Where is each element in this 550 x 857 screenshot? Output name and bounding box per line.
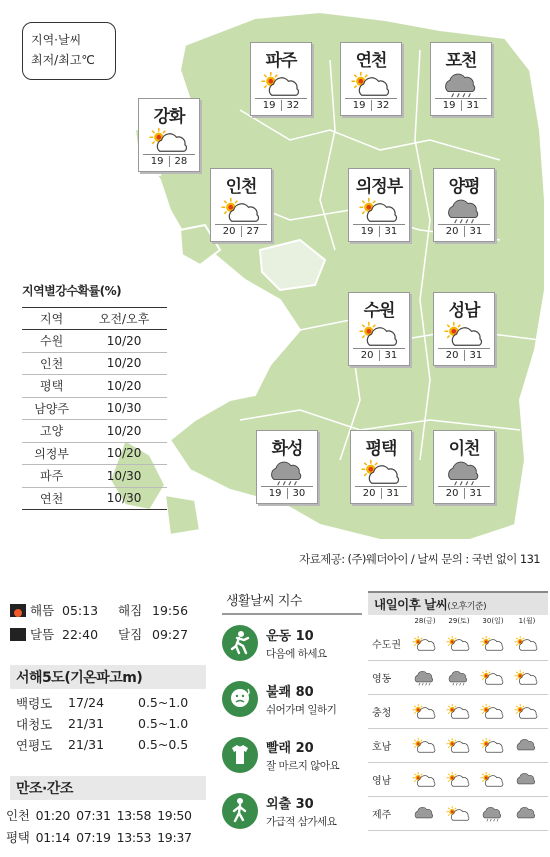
walking-icon bbox=[222, 793, 258, 829]
life-index-title: 생활날씨 지수 bbox=[222, 590, 362, 615]
life-index-desc: 다음에 하세요 bbox=[266, 648, 327, 660]
temp-high: 31 bbox=[469, 488, 483, 499]
city-card bbox=[210, 168, 272, 242]
city-name: 양평 bbox=[448, 177, 480, 197]
temp-low: 20 bbox=[360, 350, 374, 361]
temp-high: 31 bbox=[466, 100, 480, 111]
region-cell: 파주 bbox=[22, 465, 81, 488]
rain-cloud-icon bbox=[412, 669, 438, 687]
sun-cloud-icon bbox=[446, 771, 472, 789]
city-name: 강화 bbox=[153, 107, 185, 127]
city-temps bbox=[255, 98, 307, 111]
sunset-label: 해짐 bbox=[118, 603, 143, 618]
city-card bbox=[340, 42, 402, 116]
temp-low: 20 bbox=[445, 488, 459, 499]
city-weather bbox=[359, 459, 405, 487]
forecast-region: 영동 bbox=[372, 674, 392, 685]
city-temps bbox=[355, 486, 407, 499]
city-card bbox=[430, 42, 492, 116]
forecast-row bbox=[368, 661, 548, 695]
city-temps bbox=[345, 98, 397, 111]
temp-high: 31 bbox=[384, 350, 398, 361]
temp-low: 19 bbox=[150, 156, 164, 167]
city-temps bbox=[215, 224, 267, 237]
sun-cloud-icon bbox=[412, 703, 438, 721]
sun-cloud-icon bbox=[480, 635, 506, 653]
table-row bbox=[22, 465, 167, 488]
region-cell: 연천 bbox=[22, 487, 81, 510]
temp-low: 19 bbox=[262, 100, 276, 111]
island-temp: 17/24 bbox=[68, 695, 105, 710]
temp-high: 32 bbox=[286, 100, 300, 111]
cloud-icon bbox=[514, 737, 540, 755]
sun-cloud-icon bbox=[349, 71, 395, 99]
forecast-cell bbox=[408, 771, 442, 789]
sun-cloud-icon bbox=[446, 737, 472, 755]
forecast-date: 29(토) bbox=[448, 617, 470, 625]
sun-cloud-icon bbox=[359, 459, 405, 487]
life-index-name: 빨래 20 bbox=[266, 741, 314, 756]
life-weather-index bbox=[222, 590, 362, 839]
temp-high: 27 bbox=[246, 226, 260, 237]
tide-time: 07:31 bbox=[76, 807, 111, 823]
city-temps bbox=[143, 154, 195, 167]
sun-row bbox=[10, 598, 210, 622]
sun-cloud-icon bbox=[514, 669, 540, 687]
sun-cloud-icon bbox=[480, 703, 506, 721]
legend-line-region: 지역·날씨 bbox=[31, 33, 82, 47]
temp-low: 20 bbox=[445, 226, 459, 237]
city-name: 의정부 bbox=[355, 177, 403, 197]
tide-time: 13:58 bbox=[116, 807, 152, 823]
table-row bbox=[22, 442, 167, 465]
sun-cloud-icon bbox=[442, 321, 488, 349]
shirt-icon bbox=[222, 737, 258, 773]
region-cell: 의정부 bbox=[22, 442, 81, 465]
temp-high: 31 bbox=[386, 488, 400, 499]
forecast-cell bbox=[442, 703, 476, 721]
cloud-icon bbox=[412, 805, 438, 823]
forecast-cell bbox=[442, 805, 476, 823]
city-card bbox=[138, 98, 200, 172]
region-cell: 수원 bbox=[22, 330, 81, 353]
cloud-icon bbox=[514, 805, 540, 823]
west-sea-title: 서해5도(기온파고m) bbox=[10, 665, 206, 689]
moon-row bbox=[10, 622, 210, 646]
tide-time: 13:53 bbox=[116, 829, 152, 845]
city-weather bbox=[357, 197, 403, 225]
life-index-desc: 잘 마르지 않아요 bbox=[266, 760, 340, 772]
forecast-region: 호남 bbox=[372, 742, 392, 753]
sun-cloud-icon bbox=[446, 703, 472, 721]
sun-cloud-icon bbox=[259, 71, 305, 99]
temp-low: 20 bbox=[445, 350, 459, 361]
temp-high: 30 bbox=[292, 488, 306, 499]
table-row bbox=[22, 330, 167, 353]
city-weather bbox=[442, 321, 488, 349]
face-icon bbox=[222, 681, 258, 717]
sun-cloud-icon bbox=[446, 805, 472, 823]
life-index-name: 운동 10 bbox=[266, 629, 314, 644]
forecast-row bbox=[368, 729, 548, 763]
city-name: 수원 bbox=[363, 301, 395, 321]
value-cell: 10/30 bbox=[81, 397, 167, 420]
forecast-title-text: 내일이후 날씨 bbox=[374, 597, 448, 612]
map-legend bbox=[22, 22, 116, 80]
island-name: 백령도 bbox=[16, 695, 53, 711]
forecast-dates bbox=[368, 615, 548, 627]
moonrise-label: 달뜸 bbox=[30, 627, 55, 642]
forecast-cell bbox=[408, 737, 442, 755]
col-header-value: 오전/오후 bbox=[81, 308, 167, 330]
value-cell: 10/20 bbox=[81, 420, 167, 443]
forecast-cell bbox=[408, 703, 442, 721]
west-sea-islands bbox=[10, 665, 206, 755]
sun-cloud-icon bbox=[514, 635, 540, 653]
life-index-desc: 쉬어가며 일하기 bbox=[266, 704, 337, 716]
island-wave: 0.5~0.5 bbox=[138, 737, 189, 752]
forecast-cell bbox=[442, 737, 476, 755]
city-card bbox=[348, 168, 410, 242]
tide-time: 19:37 bbox=[157, 829, 192, 845]
tide-time: 01:14 bbox=[35, 829, 71, 845]
value-cell: 10/30 bbox=[81, 465, 167, 488]
forecast-subtitle: (오후기준) bbox=[447, 602, 487, 612]
sun-cloud-icon bbox=[412, 635, 438, 653]
temp-low: 20 bbox=[222, 226, 236, 237]
city-weather bbox=[442, 197, 488, 225]
moonset-time: 09:27 bbox=[152, 626, 189, 642]
forecast-cell bbox=[442, 669, 476, 687]
sun-cloud-icon bbox=[412, 737, 438, 755]
forecast-cell bbox=[408, 669, 442, 687]
sun-cloud-icon bbox=[357, 197, 403, 225]
forecast-region: 제주 bbox=[372, 810, 392, 821]
sunset-time: 19:56 bbox=[152, 602, 189, 618]
city-weather bbox=[357, 321, 403, 349]
forecast-region: 영남 bbox=[372, 776, 392, 787]
island-row bbox=[10, 692, 206, 713]
rain-table-title: 지역별강수확률(%) bbox=[22, 284, 122, 298]
sun-cloud-icon bbox=[147, 127, 193, 155]
temp-high: 31 bbox=[469, 350, 483, 361]
temp-low: 19 bbox=[442, 100, 456, 111]
temp-high: 31 bbox=[384, 226, 398, 237]
forecast-cell bbox=[476, 737, 510, 755]
city-name: 화성 bbox=[271, 439, 303, 459]
forecast-after-tomorrow bbox=[368, 591, 548, 831]
forecast-date: 1(월) bbox=[518, 617, 536, 625]
forecast-cell bbox=[442, 771, 476, 789]
city-temps bbox=[353, 348, 405, 361]
value-cell: 10/20 bbox=[81, 375, 167, 398]
col-header-region: 지역 bbox=[22, 308, 81, 330]
moonrise-icon bbox=[10, 628, 26, 641]
city-temps bbox=[261, 486, 313, 499]
forecast-cell bbox=[510, 703, 544, 721]
city-weather bbox=[442, 459, 488, 487]
city-temps bbox=[438, 486, 490, 499]
forecast-region: 충청 bbox=[372, 708, 392, 719]
island-name: 대청도 bbox=[16, 716, 53, 732]
forecast-title bbox=[368, 591, 548, 615]
value-cell: 10/20 bbox=[81, 352, 167, 375]
forecast-cell bbox=[476, 635, 510, 653]
forecast-cell bbox=[476, 703, 510, 721]
city-card bbox=[433, 430, 495, 504]
city-weather bbox=[349, 71, 395, 99]
city-weather bbox=[439, 71, 485, 99]
forecast-row bbox=[368, 627, 548, 661]
tide-title: 만조·간조 bbox=[10, 776, 206, 800]
forecast-cell bbox=[476, 771, 510, 789]
rain-cloud-icon bbox=[265, 459, 311, 487]
temp-high: 32 bbox=[376, 100, 390, 111]
temp-low: 19 bbox=[360, 226, 374, 237]
city-card bbox=[348, 292, 410, 366]
forecast-cell bbox=[510, 669, 544, 687]
forecast-cell bbox=[510, 771, 544, 789]
value-cell: 10/20 bbox=[81, 442, 167, 465]
cloud-icon bbox=[514, 771, 540, 789]
city-temps bbox=[353, 224, 405, 237]
city-name: 평택 bbox=[365, 439, 397, 459]
sun-cloud-icon bbox=[412, 771, 438, 789]
temp-low: 19 bbox=[352, 100, 366, 111]
temp-low: 20 bbox=[362, 488, 376, 499]
city-card bbox=[350, 430, 412, 504]
city-name: 포천 bbox=[445, 51, 477, 71]
city-name: 인천 bbox=[225, 177, 257, 197]
island bbox=[165, 495, 200, 535]
temp-high: 28 bbox=[174, 156, 188, 167]
island-row bbox=[10, 734, 206, 755]
island-name: 연평도 bbox=[16, 737, 53, 753]
moonset-label: 달짐 bbox=[118, 627, 143, 642]
city-card bbox=[433, 168, 495, 242]
table-row bbox=[22, 352, 167, 375]
rain-cloud-icon bbox=[439, 71, 485, 99]
rain-cloud-icon bbox=[480, 805, 506, 823]
sun-cloud-icon bbox=[480, 737, 506, 755]
life-index-name: 불쾌 80 bbox=[266, 685, 314, 700]
tide-time: 01:20 bbox=[35, 807, 71, 823]
forecast-row bbox=[368, 763, 548, 797]
forecast-cell bbox=[408, 805, 442, 823]
island-row bbox=[10, 713, 206, 734]
city-name: 이천 bbox=[448, 439, 480, 459]
life-index-name: 외출 30 bbox=[266, 797, 314, 812]
sunrise-label: 해뜸 bbox=[30, 603, 55, 618]
sunrise-time: 05:13 bbox=[62, 602, 99, 618]
legend-line-temp: 최저/최고℃ bbox=[31, 53, 95, 67]
tide-time: 07:19 bbox=[76, 829, 111, 845]
tide-place: 인천 bbox=[6, 808, 30, 823]
sun-cloud-icon bbox=[514, 703, 540, 721]
region-cell: 인천 bbox=[22, 352, 81, 375]
sun-cloud-icon bbox=[480, 669, 506, 687]
rain-cloud-icon bbox=[442, 459, 488, 487]
city-weather bbox=[219, 197, 265, 225]
island-temp: 21/31 bbox=[68, 737, 105, 752]
temp-high: 31 bbox=[469, 226, 483, 237]
forecast-date: 30(일) bbox=[482, 617, 504, 625]
city-weather bbox=[265, 459, 311, 487]
sun-cloud-icon bbox=[219, 197, 265, 225]
rain-probability-table bbox=[22, 282, 167, 510]
tide-table bbox=[0, 776, 210, 848]
value-cell: 10/20 bbox=[81, 330, 167, 353]
tide-row bbox=[0, 804, 210, 826]
city-name: 파주 bbox=[265, 51, 297, 71]
island-wave: 0.5~1.0 bbox=[138, 695, 189, 710]
city-name: 연천 bbox=[355, 51, 387, 71]
life-index-item bbox=[222, 783, 362, 839]
temp-low: 19 bbox=[268, 488, 282, 499]
region-cell: 평택 bbox=[22, 375, 81, 398]
tide-time: 19:50 bbox=[157, 807, 192, 823]
sun-cloud-icon bbox=[480, 771, 506, 789]
forecast-cell bbox=[510, 805, 544, 823]
table-row bbox=[22, 375, 167, 398]
city-weather bbox=[259, 71, 305, 99]
city-name: 성남 bbox=[448, 301, 480, 321]
city-card bbox=[250, 42, 312, 116]
city-card bbox=[256, 430, 318, 504]
rain-cloud-icon bbox=[442, 197, 488, 225]
city-temps bbox=[435, 98, 487, 111]
sun-moon-times bbox=[10, 598, 210, 646]
forecast-cell bbox=[510, 635, 544, 653]
source-credit: 자료제공: (주)웨더아이 / 날씨 문의 : 국번 없이 131 bbox=[299, 552, 540, 566]
sun-cloud-icon bbox=[446, 635, 472, 653]
city-weather bbox=[147, 127, 193, 155]
city-temps bbox=[438, 224, 490, 237]
sunrise-icon bbox=[10, 604, 26, 617]
island-temp: 21/31 bbox=[68, 716, 105, 731]
island-wave: 0.5~1.0 bbox=[138, 716, 189, 731]
life-index-item bbox=[222, 615, 362, 671]
forecast-date: 28(금) bbox=[414, 617, 436, 625]
life-index-item bbox=[222, 727, 362, 783]
rain-cloud-icon bbox=[446, 669, 472, 687]
forecast-cell bbox=[476, 669, 510, 687]
forecast-cell bbox=[510, 737, 544, 755]
moonrise-time: 22:40 bbox=[62, 626, 99, 642]
tide-place: 평택 bbox=[6, 830, 30, 845]
table-row bbox=[22, 420, 167, 443]
forecast-row bbox=[368, 695, 548, 729]
table-row bbox=[22, 397, 167, 420]
tide-row bbox=[0, 826, 210, 848]
forecast-cell bbox=[408, 635, 442, 653]
region-cell: 남양주 bbox=[22, 397, 81, 420]
running-icon bbox=[222, 625, 258, 661]
forecast-row bbox=[368, 797, 548, 831]
sun-cloud-icon bbox=[357, 321, 403, 349]
forecast-cell bbox=[442, 635, 476, 653]
life-index-item bbox=[222, 671, 362, 727]
value-cell: 10/30 bbox=[81, 487, 167, 510]
region-cell: 고양 bbox=[22, 420, 81, 443]
forecast-cell bbox=[476, 805, 510, 823]
life-index-desc: 가급적 삼가세요 bbox=[266, 816, 337, 828]
forecast-region: 수도권 bbox=[372, 640, 401, 651]
table-row bbox=[22, 487, 167, 510]
city-card bbox=[433, 292, 495, 366]
city-temps bbox=[438, 348, 490, 361]
